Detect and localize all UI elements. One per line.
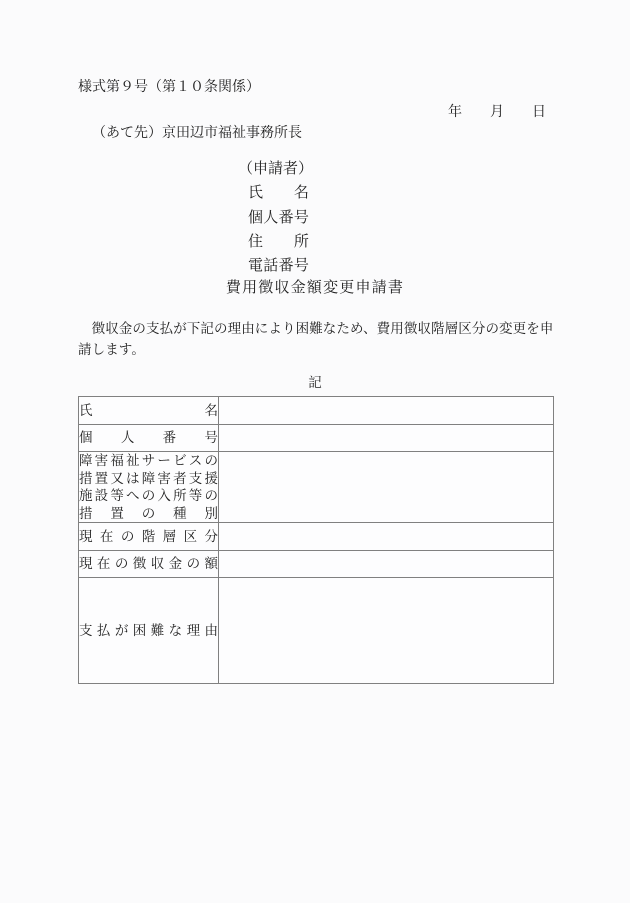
- label-line: 氏名: [79, 402, 218, 418]
- applicant-field-address: 住 所: [248, 233, 310, 250]
- label-cell-measure-type: [79, 452, 219, 523]
- form-title: 費用徴収金額変更申請書: [225, 280, 405, 296]
- label-line: 現在の徴収金の額: [79, 556, 218, 571]
- label-line: 措置の種別: [79, 505, 218, 521]
- label-cell-name: [79, 397, 219, 425]
- value-cell-payment-difficulty-reason: [219, 578, 554, 684]
- label-line: 障害福祉サービスの: [79, 453, 218, 468]
- body-line: 請します。: [78, 342, 145, 357]
- value-cell-name: [219, 397, 554, 425]
- value-cell-current-fee: [219, 551, 554, 578]
- value-cell-personal-number: [219, 425, 554, 452]
- label-line: 措置又は障害者支援: [79, 470, 218, 486]
- applicant-field-phone: 電話番号: [248, 258, 310, 275]
- applicant-heading: （申請者）: [238, 161, 314, 177]
- label-line: 施設等への入所等の: [79, 488, 218, 503]
- label-line: 支払が困難な理由: [79, 622, 218, 638]
- record-mark: 記: [308, 375, 322, 390]
- table-row: [79, 523, 554, 551]
- table-row: [79, 551, 554, 578]
- value-cell-measure-type: [219, 452, 554, 523]
- label-cell-payment-difficulty-reason: [79, 578, 219, 684]
- body-line: 徴収金の支払が下記の理由により困難なため、費用徴収階層区分の変更を申: [78, 321, 554, 336]
- table-row: [79, 578, 554, 684]
- addressee-line: （あて先）京田辺市福祉事務所長: [92, 126, 302, 141]
- body-paragraph: [78, 318, 556, 360]
- label-cell-personal-number: [79, 425, 219, 452]
- form-number: 様式第９号（第１０条関係）: [78, 80, 260, 95]
- label-line: 個人番号: [79, 430, 218, 445]
- label-line: 現在の階層区分: [79, 528, 218, 544]
- table-row: [79, 397, 554, 425]
- date-line: 年 月 日: [448, 105, 546, 120]
- applicant-section: [238, 157, 313, 278]
- table-row: [79, 425, 554, 452]
- applicant-field-name: 氏 名: [248, 185, 310, 202]
- table-row: [79, 452, 554, 523]
- label-cell-current-fee: [79, 551, 219, 578]
- value-cell-current-tier: [219, 523, 554, 551]
- label-cell-current-tier: [79, 523, 219, 551]
- fee-change-table: [78, 396, 554, 684]
- applicant-field-personal-number: 個人番号: [248, 209, 310, 226]
